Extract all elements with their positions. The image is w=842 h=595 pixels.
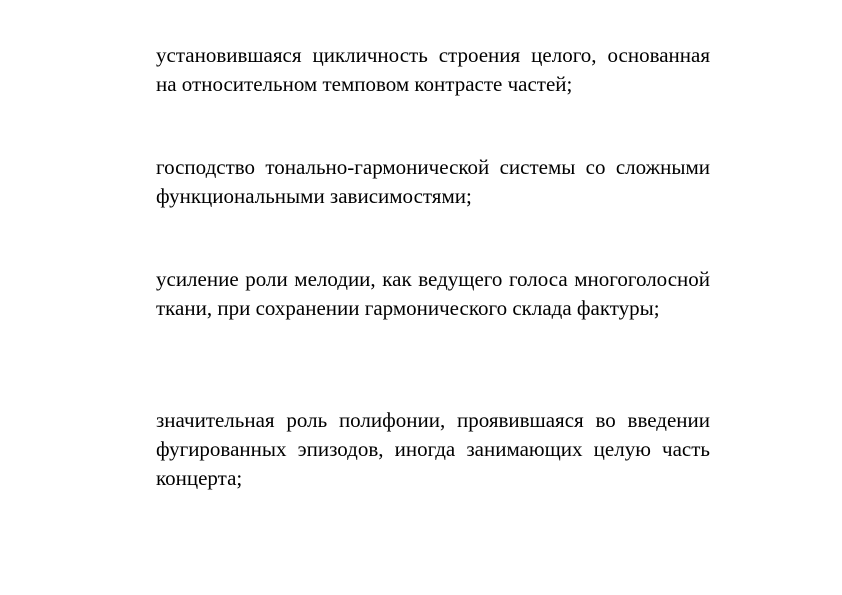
paragraph-melody-role: усиление роли мелодии, как ведущего голоса многоголосной ткани, при сохранении гармонического склада фактуры; xyxy=(156,267,710,320)
paragraph-tonal-harmonic-system: господство тонально-гармонической системы со сложными функциональными зависимостями; xyxy=(156,155,710,208)
paragraph-polyphony-role: значительная роль полифонии, проявившаяся во введении фугированных эпизодов, иногда занимающих целую часть концерта; xyxy=(156,408,710,490)
paragraph-cyclicity: установившаяся цикличность строения целого, основанная на относительном темповом контрасте частей; xyxy=(156,43,710,96)
